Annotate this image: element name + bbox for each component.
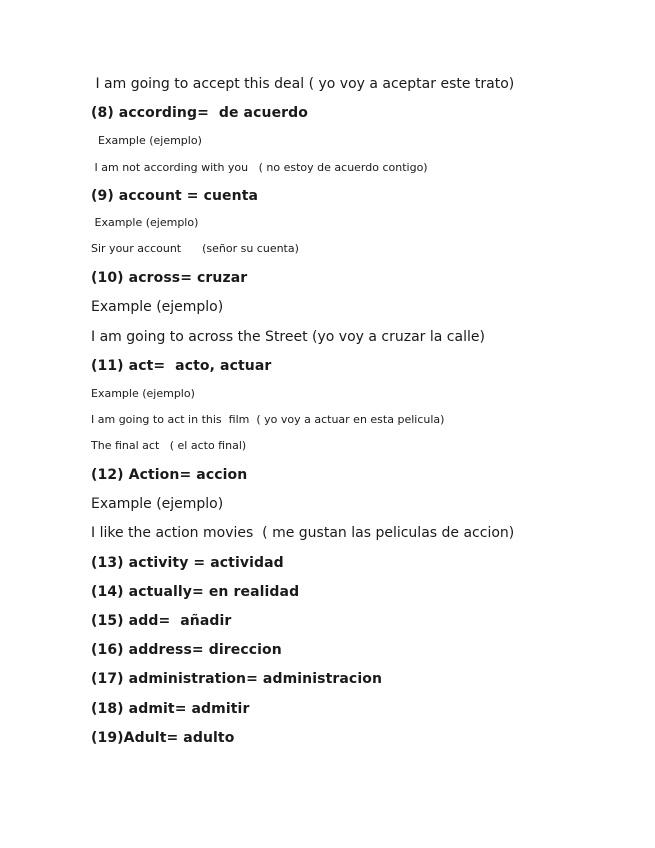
vocab-heading-administration: (17) administration= administracion	[91, 671, 383, 687]
vocab-heading-address: (16) address= direccion	[91, 642, 282, 658]
example-sentence-act-film: I am going to act in this film ( yo voy a actuar en esta pelicula)	[91, 413, 445, 426]
vocab-heading-account: (9) account = cuenta	[91, 188, 259, 204]
vocab-heading-actually: (14) actually= en realidad	[91, 584, 300, 600]
example-sentence-across: I am going to across the Street (yo voy a cruzar la calle)	[91, 329, 485, 345]
example-label: Example (ejemplo)	[91, 299, 224, 315]
vocab-heading-according: (8) according= de acuerdo	[91, 105, 309, 121]
vocab-heading-act: (11) act= acto, actuar	[91, 358, 272, 374]
example-sentence-account: Sir your account (señor su cuenta)	[91, 242, 299, 255]
example-sentence-final-act: The final act ( el acto final)	[91, 439, 247, 452]
vocab-heading-add: (15) add= añadir	[91, 613, 232, 629]
example-label: Example (ejemplo)	[91, 496, 224, 512]
vocab-heading-admit: (18) admit= admitir	[91, 701, 250, 717]
example-label: Example (ejemplo)	[91, 387, 195, 400]
example-sentence-according: I am not according with you ( no estoy de acuerdo contigo)	[91, 161, 428, 174]
example-label: Example (ejemplo)	[91, 134, 202, 147]
vocab-heading-adult: (19)Adult= adulto	[91, 730, 235, 746]
vocab-heading-across: (10) across= cruzar	[91, 270, 248, 286]
vocab-heading-activity: (13) activity = actividad	[91, 555, 284, 571]
example-sentence-accept: I am going to accept this deal ( yo voy a aceptar este trato)	[91, 76, 515, 92]
example-label: Example (ejemplo)	[91, 216, 199, 229]
example-sentence-action: I like the action movies ( me gustan las peliculas de accion)	[91, 525, 515, 541]
vocab-heading-action: (12) Action= accion	[91, 467, 248, 483]
